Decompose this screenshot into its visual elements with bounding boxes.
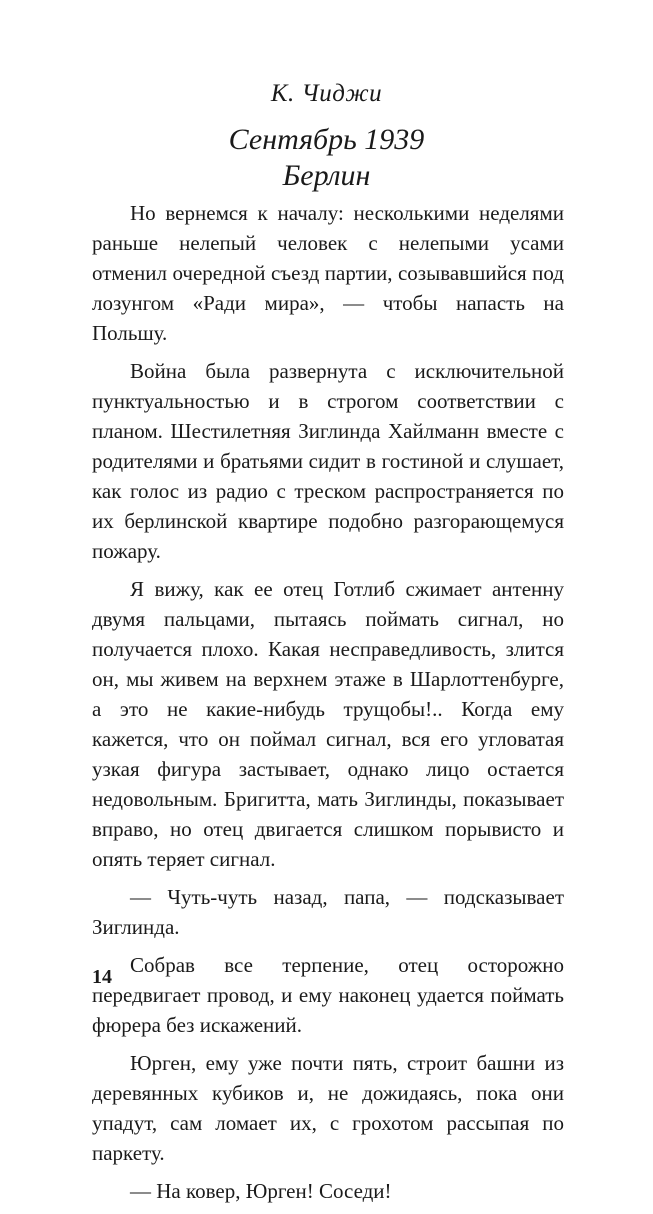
running-head-author: К. Чиджи — [270, 80, 383, 107]
paragraph: Юрген, ему уже почти пять, строит башни из деревянных кубиков и, не дожидаясь, пока они упадут, сам ломает их, с грохотом рассыпая по паркету. — [92, 1051, 564, 1165]
paragraph: Но вернемся к началу: несколькими неделями раньше нелепый человек с нелепыми усами отменил очередной съезд партии, созывавшийся под лозунгом «Ради мира», — чтобы напасть на Польшу. — [92, 201, 564, 345]
paragraph: — На ковер, Юрген! Соседи! — [130, 1179, 392, 1203]
chapter-place: Берлин — [282, 159, 371, 192]
page-number: 14 — [92, 966, 112, 988]
paragraph: Я вижу, как ее отец Готлиб сжимает антенну двумя пальцами, пытаясь поймать сигнал, но получается плохо. Какая несправедливость, злится он, мы живем на верхнем этаже в Шарлоттенбурге, а это не какие-нибудь трущобы!.. Когда ему кажется, что он поймал сигнал, вся его угловатая узкая фигура застывает, однако лицо остается недовольным. Бригитта, мать Зиглинды, показывает вправо, но отец двигается слишком порывисто и опять теряет сигнал. — [92, 577, 564, 871]
chapter-date: Сентябрь 1939 — [228, 123, 425, 156]
body-text — [92, 198, 564, 1214]
paragraph: Война была развернута с исключительной пунктуальностью и в строгом соответствии с планом. Шестилетняя Зиглинда Хайлманн вместе с родителями и братьями сидит в гостиной и слушает, как голос из радио с треском распространяется по их берлинской квартире подобно разгорающемуся пожару. — [92, 359, 564, 563]
paragraph: Собрав все терпение, отец осторожно передвигает провод, и ему наконец удается поймать фюрера без искажений. — [92, 953, 564, 1037]
paragraph: — Чуть-чуть назад, папа, — подсказывает Зиглинда. — [92, 885, 564, 939]
chapter-heading — [0, 122, 653, 194]
